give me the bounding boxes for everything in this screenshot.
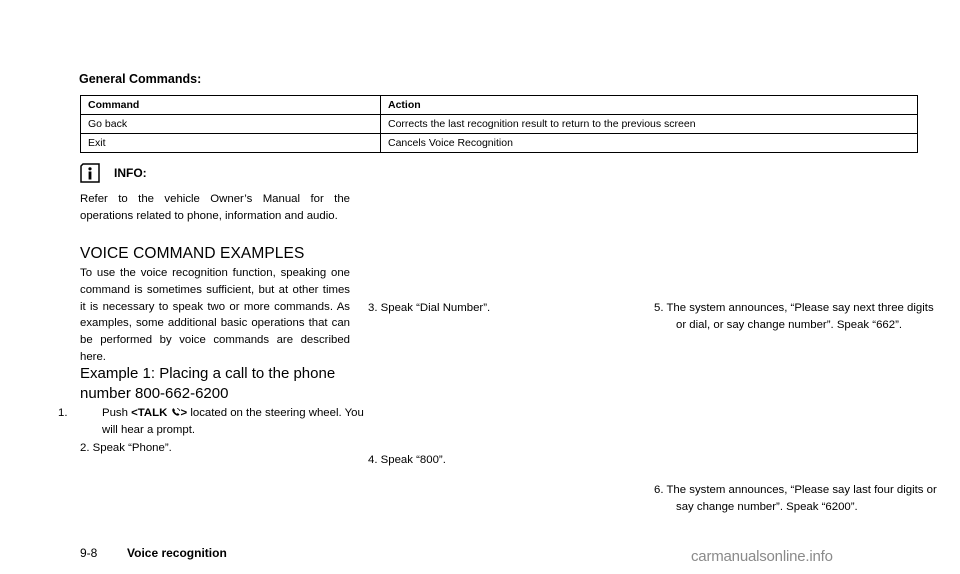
info-text: Refer to the vehicle Owner’s Manual for the operations related to phone, information and audio. — [80, 193, 350, 222]
section-heading: VOICE COMMAND EXAMPLES — [80, 245, 305, 262]
step-3: 3. Speak “Dial Number”. — [368, 302, 491, 314]
phone-icon — [171, 407, 181, 417]
table-header-row — [81, 96, 918, 115]
table-row — [81, 115, 918, 134]
watermark: carmanualsonline.info — [691, 548, 833, 565]
column-header-command: Command — [81, 96, 381, 115]
table-cell: Corrects the last recognition result to return to the previous screen — [381, 115, 918, 134]
talk-key-text: <TALK — [131, 407, 168, 419]
example-title: Example 1: Placing a call to the phone number 800-662-6200 — [80, 365, 336, 402]
table-cell: Exit — [81, 134, 381, 153]
table-cell: Cancels Voice Recognition — [381, 134, 918, 153]
step-6: 6. The system announces, “Please say last four digits or say change number”. Speak “6200”. — [654, 484, 937, 513]
step-number: 1. — [58, 407, 68, 419]
step-text: located on the steering wheel. You will hear a prompt. — [102, 407, 364, 436]
step-4: 4. Speak “800”. — [368, 454, 446, 466]
step-1 — [58, 405, 372, 439]
page-number: 9-8 — [80, 546, 98, 560]
step-text: Push — [102, 407, 128, 419]
section-title: General Commands: — [79, 72, 202, 86]
intro-paragraph: To use the voice recognition function, speaking one command is sometimes sufficient, but at other times it is necessary to speak two or more commands. As examples, some additional basic operations that can be performed by voice commands are described here. — [80, 267, 350, 363]
footer-section-title: Voice recognition — [127, 546, 227, 560]
column-header-action: Action — [381, 96, 918, 115]
talk-key-label — [131, 407, 187, 419]
table-row — [81, 134, 918, 153]
step-5: 5. The system announces, “Please say next three digits or dial, or say change number”. Speak “662”. — [654, 302, 934, 331]
talk-key-end: > — [180, 407, 188, 419]
table-cell: Go back — [81, 115, 381, 134]
info-icon — [80, 163, 100, 183]
step-2: 2. Speak “Phone”. — [80, 442, 172, 454]
general-commands-table — [80, 95, 918, 153]
info-label: INFO: — [114, 166, 147, 180]
